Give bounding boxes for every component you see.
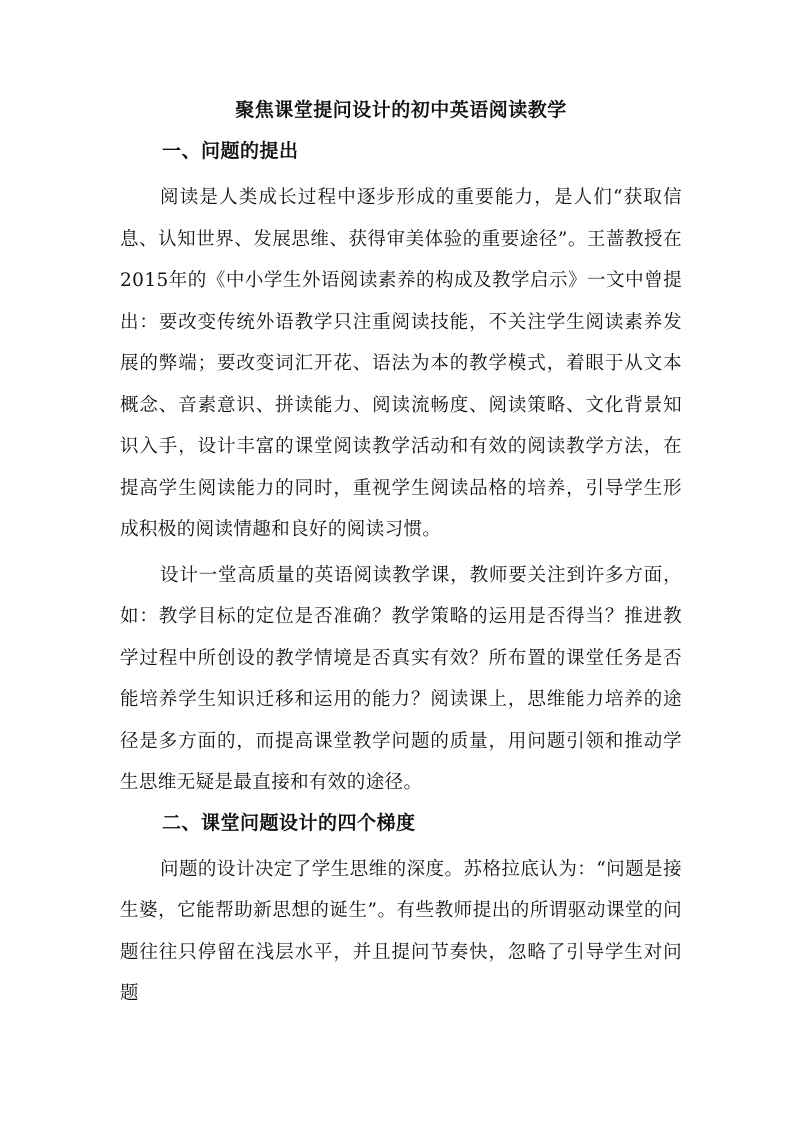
- paragraph-lesson-design: 设计一堂高质量的英语阅读教学课，教师要关注到许多方面，如：教学目标的定位是否准确？教学策略的运用是否得当？推进教学过程中所创设的教学情境是否真实有效？所布置的课堂任务是否能培养学生知识迁移和运用的能力？阅读课上，思维能力培养的途径是多方面的，而提高课堂教学问题的质量，用问题引领和推动学生思维无疑是最直接和有效的途径。: [120, 564, 682, 793]
- section-heading-question-gradients: 二、课堂问题设计的四个梯度: [162, 811, 416, 834]
- section-heading-problem-statement: 一、问题的提出: [162, 140, 299, 162]
- document-page: [120, 95, 682, 1019]
- document-title: 聚焦课堂提问设计的初中英语阅读教学: [235, 99, 567, 121]
- paragraph-reading-importance: 阅读是人类成长过程中逐步形成的重要能力，是人们“获取信息、认知世界、发展思维、获得审美体验的重要途径”。王蔷教授在2015年的《中小学生外语阅读素养的构成及教学启示》一文中曾提出：要改变传统外语教学只注重阅读技能，不关注学生阅读素养发展的弊端；要改变词汇开花、语法为本的教学模式，着眼于从文本概念、音素意识、拼读能力、阅读流畅度、阅读策略、文化背景知识入手，设计丰富的课堂阅读教学活动和有效的阅读教学方法，在提高学生阅读能力的同时，重视学生阅读品格的培养，引导学生形成积极的阅读情趣和良好的阅读习惯。: [120, 187, 682, 540]
- paragraph-question-depth: 问题的设计决定了学生思维的深度。苏格拉底认为：“问题是接生婆，它能帮助新思想的诞生”。有些教师提出的所谓驱动课堂的问题往往只停留在浅层水平，并且提问节奏快，忽略了引导学生对问题: [120, 858, 682, 1004]
